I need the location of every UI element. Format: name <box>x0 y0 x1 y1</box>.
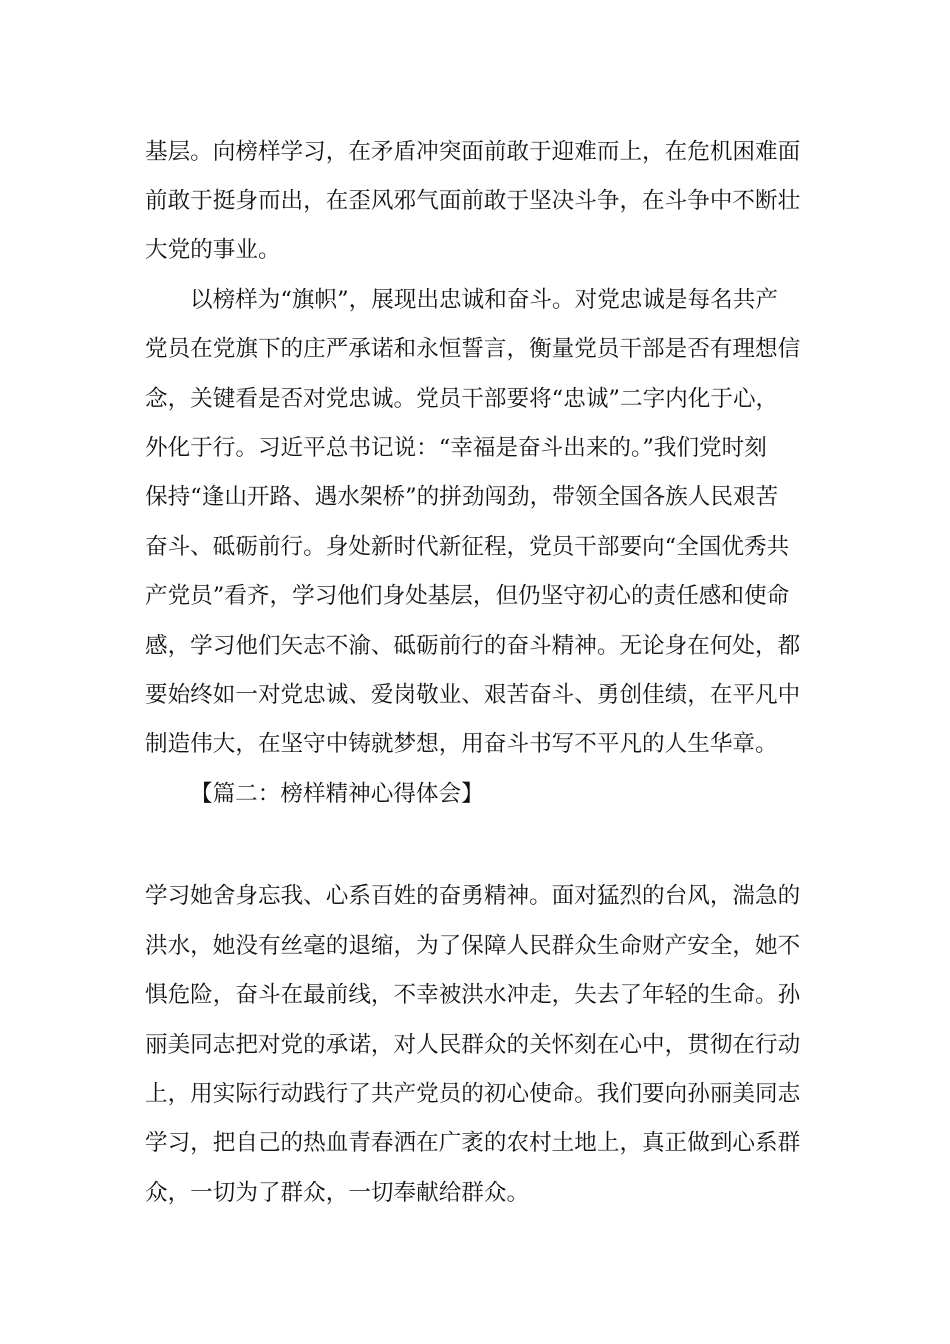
paragraph-2-line-1: 以榜样为“旗帜”，展现出忠诚和奋斗。对党忠诚是每名共产 <box>190 287 778 313</box>
paragraph-3-line-6: 学习，把自己的热血青春洒在广袤的农村土地上，真正做到心系群 <box>145 1130 801 1156</box>
paragraph-3-line-3: 惧危险，奋斗在最前线，不幸被洪水冲走，失去了年轻的生命。孙 <box>145 982 801 1008</box>
paragraph-1-line-1: 基层。向榜样学习，在矛盾冲突面前敢于迎难而上，在危机困难面 <box>145 139 801 165</box>
paragraph-2-line-3: 念，关键看是否对党忠诚。党员干部要将“忠诚”二字内化于心， <box>145 386 779 412</box>
paragraph-3-line-5: 上，用实际行动践行了共产党员的初心使命。我们要向孙丽美同志 <box>145 1081 801 1107</box>
paragraph-2-line-8: 感，学习他们矢志不渝、砥砺前行的奋斗精神。无论身在何处，都 <box>145 633 801 659</box>
paragraph-2-line-7: 产党员”看齐，学习他们身处基层，但仍坚守初心的责任感和使命 <box>145 583 790 609</box>
paragraph-2-line-10: 制造伟大，在坚守中铸就梦想，用奋斗书写不平凡的人生华章。 <box>145 731 778 757</box>
paragraph-2-line-2: 党员在党旗下的庄严承诺和永恒誓言，衡量党员干部是否有理想信 <box>145 336 801 362</box>
paragraph-3-line-4: 丽美同志把对党的承诺，对人民群众的关怀刻在心中，贯彻在行动 <box>145 1032 801 1058</box>
paragraph-3-line-2: 洪水，她没有丝毫的退缩，为了保障人民群众生命财产安全，她不 <box>145 933 801 959</box>
paragraph-2-line-5: 保持“逢山开路、遇水架桥”的拼劲闯劲，带领全国各族人民艰苦 <box>145 484 779 510</box>
paragraph-1-line-3: 大党的事业。 <box>145 237 281 263</box>
paragraph-2-line-4: 外化于行。习近平总书记说：“幸福是奋斗出来的。”我们党时刻 <box>145 435 767 461</box>
paragraph-2-line-9: 要始终如一对党忠诚、爱岗敬业、艰苦奋斗、勇创佳绩，在平凡中 <box>145 682 801 708</box>
paragraph-3-line-7: 众，一切为了群众，一切奉献给群众。 <box>145 1180 530 1206</box>
paragraph-3-line-1: 学习她舍身忘我、心系百姓的奋勇精神。面对猛烈的台风，湍急的 <box>145 883 801 909</box>
paragraph-2-line-6: 奋斗、砥砺前行。身处新时代新征程，党员干部要向“全国优秀共 <box>145 534 790 560</box>
paragraph-1-line-2: 前敢于挺身而出，在歪风邪气面前敢于坚决斗争，在斗争中不断壮 <box>145 188 801 214</box>
section-heading: 【篇二：榜样精神心得体会】 <box>190 781 484 807</box>
